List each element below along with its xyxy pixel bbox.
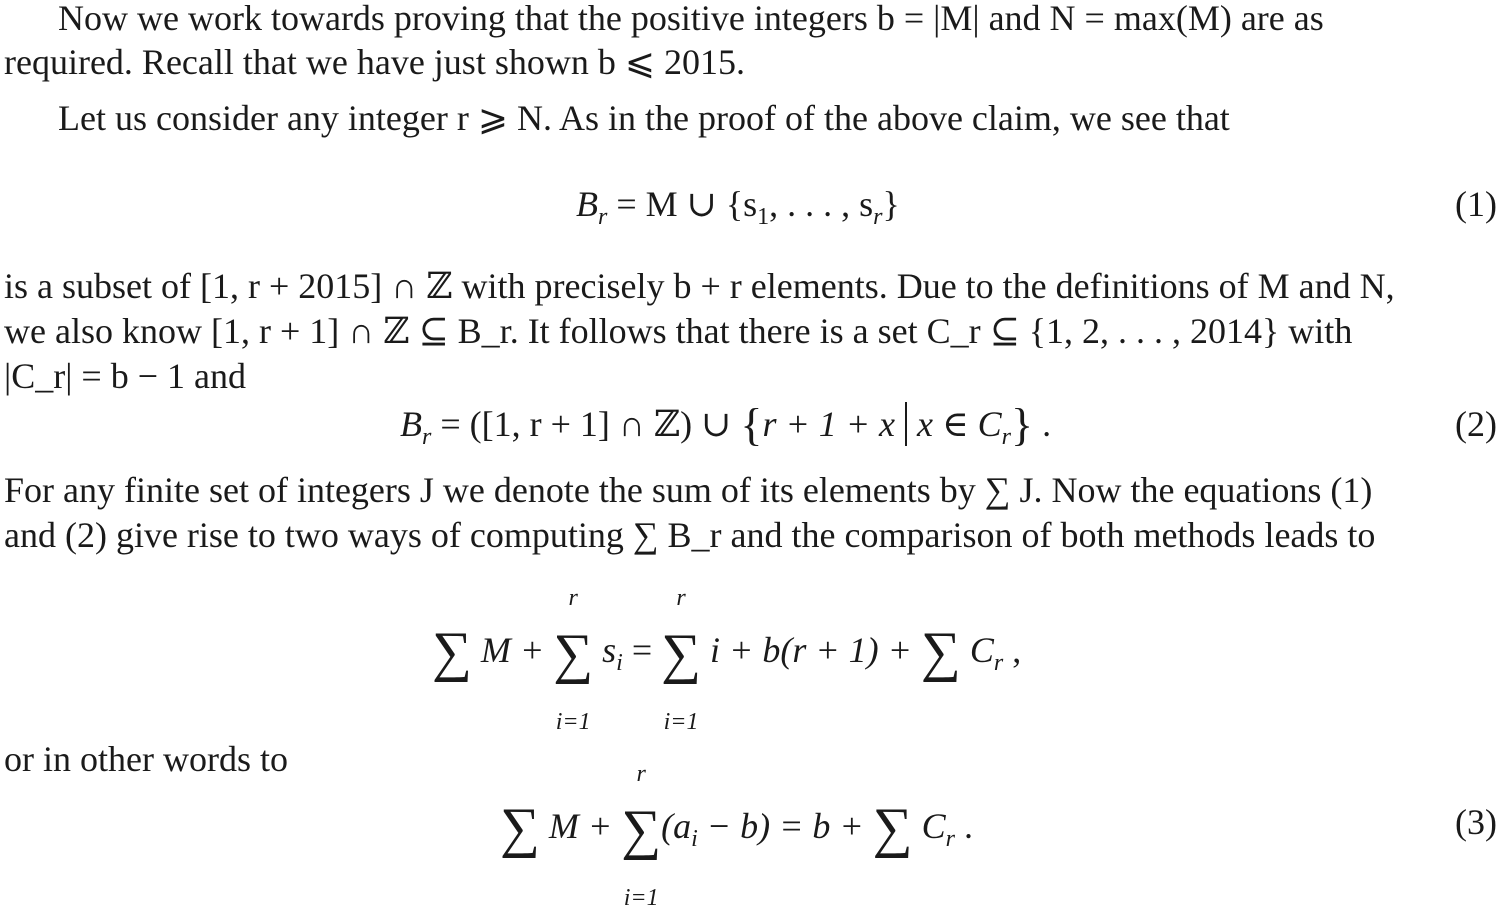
paragraph-2-line-1-text: Let us consider any integer r ⩾ N. As in the proof of the above claim, we see that [58, 98, 1230, 138]
eq3-lower: i=1 [623, 884, 659, 911]
equation-2 [400, 399, 1052, 450]
paragraph-1-line-1 [4, 0, 1503, 40]
eq2-part5: . [1033, 404, 1052, 444]
eq1-s1-sub: 1 [757, 204, 770, 230]
eqs-term4-sub: r [993, 650, 1004, 676]
eqs-term3: i + b(r + 1) + [710, 630, 921, 670]
paragraph-5-line-1 [4, 737, 1499, 781]
eq3-term4-sub: r [945, 826, 955, 852]
eq2-part2: = ([1, r + 1] ∩ ℤ) ∪ [431, 404, 741, 444]
paragraph-1-line-2 [4, 40, 1499, 84]
eqs-term2: s [602, 630, 617, 670]
eqs-eq: = [622, 630, 662, 670]
eqs-upper-2: r [676, 584, 686, 611]
paragraph-1-line-1-text: Now we work towards proving that the positive integers b = |M| and N = max(M) are as [58, 0, 1324, 38]
paragraph-4-line-2-text: and (2) give rise to two ways of computing ∑ B_r and the comparison of both methods leads to [4, 515, 1376, 555]
paragraph-2-line-1 [4, 96, 1503, 140]
paragraph-3-line-3 [4, 354, 1499, 398]
eqs-sigma-2: ∑ [553, 622, 594, 685]
equation-3-number: (3) [1455, 802, 1497, 842]
eq3-upper: r [636, 760, 646, 787]
eq1-rhs-before: = M ∪ {s [607, 184, 758, 224]
eq1-rhs-mid: , . . . , s [769, 184, 874, 224]
eq3-term5: . [954, 806, 973, 846]
eqs-lower-1: i=1 [555, 708, 591, 735]
eqs-term1: M + [480, 630, 554, 670]
eq1-rhs-after: } [882, 184, 900, 224]
eq3-sigma-2: ∑ [621, 798, 662, 861]
paragraph-5-line-1-text: or in other words to [4, 739, 288, 779]
eqs-sum-3 [661, 584, 702, 735]
eq3-term4: C [921, 806, 946, 846]
eq2-brace-open: { [740, 399, 763, 450]
eq3-term3: − b) = b + [697, 806, 873, 846]
eq3-term1: M + [548, 806, 622, 846]
eq1-lhs: B [576, 184, 598, 224]
eqs-term2-sub: i [616, 650, 623, 676]
equation-2-number: (2) [1455, 404, 1497, 444]
eqs-term4: C [969, 630, 994, 670]
eqs-sigma-1: ∑ [432, 621, 472, 683]
paragraph-3-line-1 [4, 264, 1499, 308]
equation-1 [576, 182, 900, 230]
eq2-set-bar [905, 402, 907, 446]
paragraph-1-line-2-text: required. Recall that we have just shown b ⩽ 2015. [4, 42, 745, 82]
eqs-sigma-4: ∑ [920, 621, 961, 683]
eq3-sum-2 [621, 760, 662, 911]
paragraph-3-line-2 [4, 309, 1499, 353]
eq2-part3: r + 1 + x [762, 404, 896, 444]
eq1-sr-sub: r [873, 204, 883, 230]
eq2-brace-close: } [1011, 399, 1034, 450]
eqs-upper-1: r [568, 584, 578, 611]
eqs-sigma-3: ∑ [661, 622, 702, 685]
equation-3 [500, 760, 973, 911]
eq2-part4-sub: r [1001, 424, 1011, 450]
eq3-sigma-3: ∑ [872, 797, 913, 859]
paragraph-4-line-1 [4, 468, 1499, 512]
eqs-sum-2 [553, 584, 594, 735]
equation-1-number: (1) [1455, 184, 1497, 224]
eqs-lower-2: i=1 [663, 708, 699, 735]
eq2-part4: x ∈ C [917, 404, 1002, 444]
paragraph-3-line-3-text: |C_r| = b − 1 and [4, 356, 246, 396]
eqs-term5: , [1003, 630, 1022, 670]
paragraph-4-line-2 [4, 513, 1499, 557]
eq2-part1-sub: r [422, 424, 432, 450]
eq3-term2-sub: i [691, 826, 698, 852]
equation-sum [432, 584, 1022, 735]
eq3-term2: (a [661, 806, 692, 846]
paragraph-3-line-2-text: we also know [1, r + 1] ∩ ℤ ⊆ B_r. It follows that there is a set C_r ⊆ {1, 2, . . . , 2014} with [4, 311, 1353, 351]
eq1-lhs-sub: r [598, 204, 608, 230]
paragraph-4-line-1-text: For any finite set of integers J we denote the sum of its elements by ∑ J. Now the equations (1) [4, 470, 1373, 510]
eq2-part1: B [400, 404, 422, 444]
eq3-sigma-1: ∑ [500, 797, 540, 859]
paragraph-3-line-1-text: is a subset of [1, r + 2015] ∩ ℤ with precisely b + r elements. Due to the definitions of M and N, [4, 266, 1395, 306]
